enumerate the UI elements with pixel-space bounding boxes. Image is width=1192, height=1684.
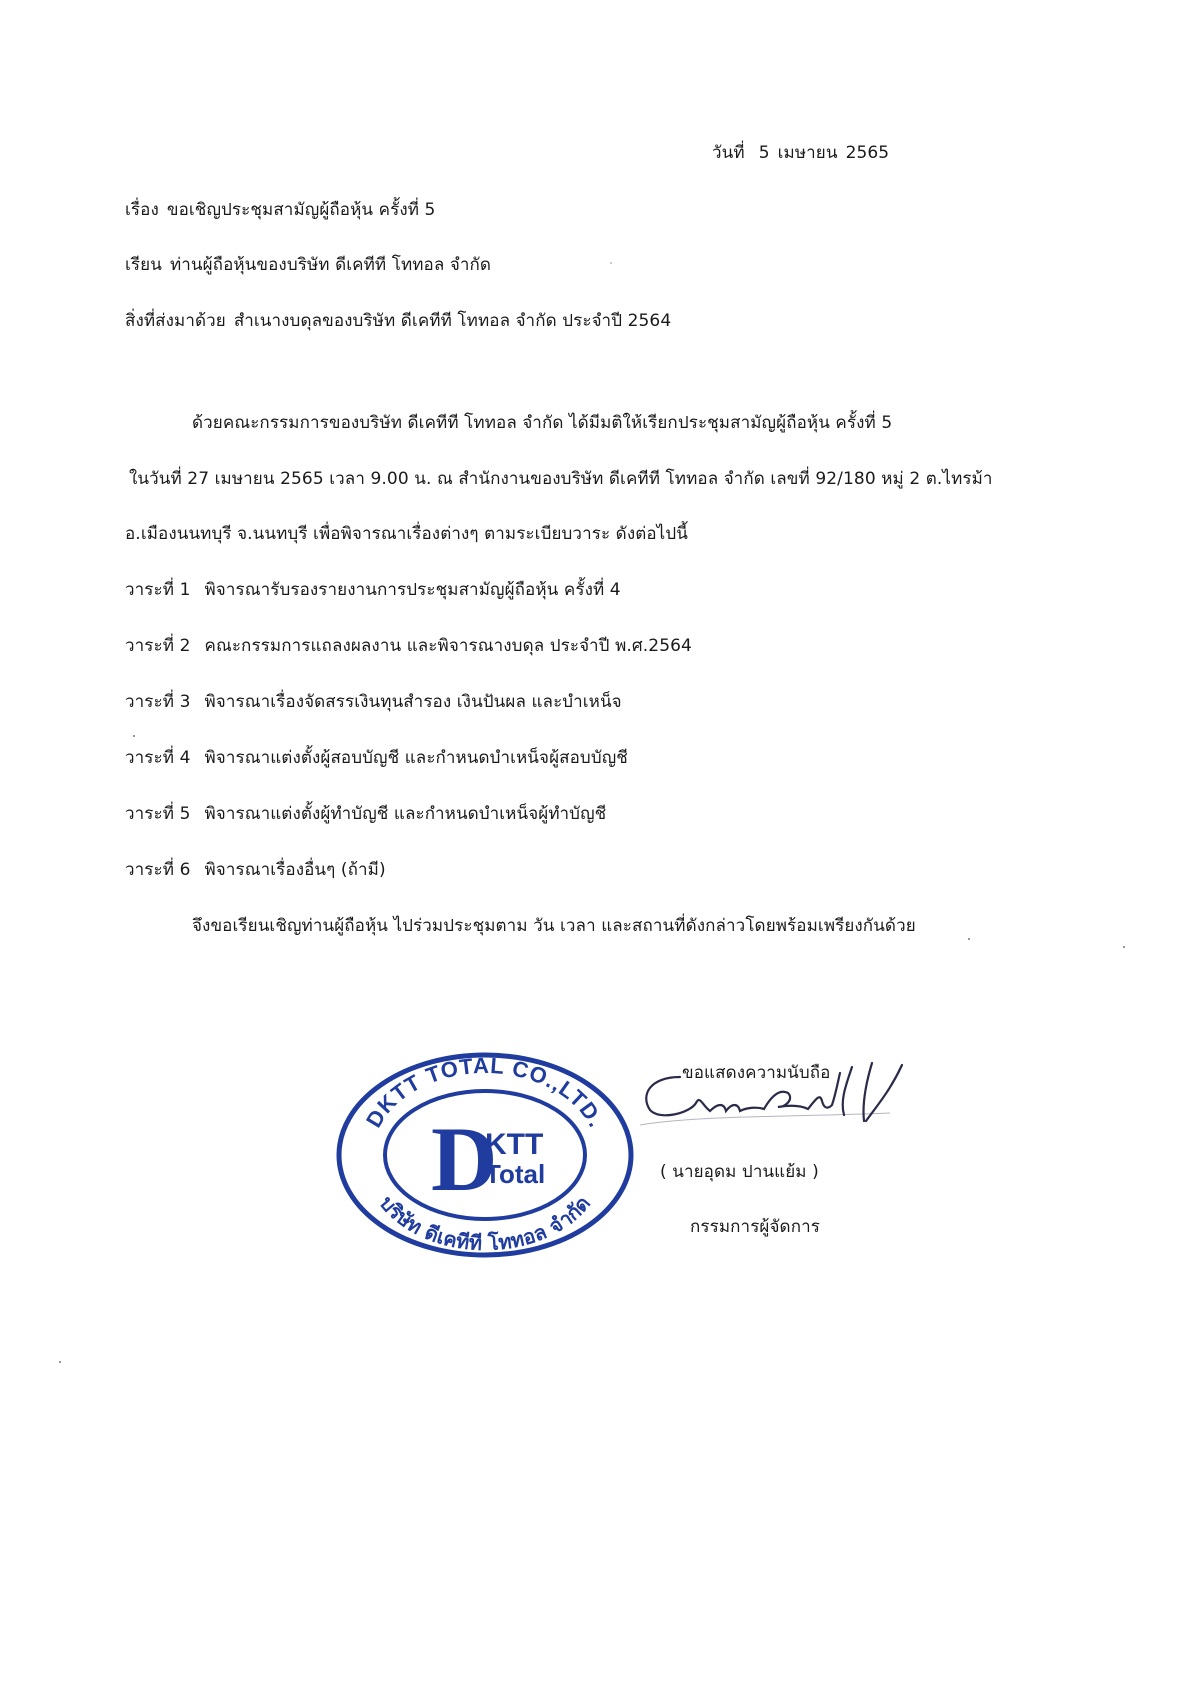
agenda-text: พิจารณารับรองรายงานการประชุมสามัญผู้ถือหุ้น ครั้งที่ 4: [204, 580, 621, 600]
company-seal: [335, 1050, 635, 1260]
scan-speck: [968, 938, 970, 940]
seal-logo-ktt: KTT: [485, 1128, 544, 1161]
agenda-text: พิจารณาเรื่องจัดสรรเงินทุนสำรอง เงินปันผล และบำเหน็จ: [204, 692, 622, 712]
agenda-label: วาระที่ 6: [125, 860, 191, 880]
agenda-item: [125, 802, 606, 826]
agenda-label: วาระที่ 3: [125, 692, 191, 712]
addressee-line: [125, 253, 491, 277]
scan-speck: [133, 735, 135, 737]
date-year: 2565: [845, 143, 890, 163]
addressee-label: เรียน: [125, 255, 162, 275]
date-label: วันที่: [712, 143, 745, 163]
subject-line: [125, 198, 435, 222]
subject-text: ขอเชิญประชุมสามัญผู้ถือหุ้น ครั้งที่ 5: [166, 200, 436, 220]
date-day: 5: [758, 143, 770, 163]
signatory-position: กรรมการผู้จัดการ: [690, 1217, 820, 1237]
agenda-item: [125, 578, 621, 602]
signature: [640, 1055, 940, 1140]
agenda-label: วาระที่ 2: [125, 636, 191, 656]
letter-date: [712, 141, 889, 165]
agenda-item: [125, 634, 692, 658]
agenda-label: วาระที่ 1: [125, 580, 191, 600]
agenda-item: [125, 858, 386, 882]
agenda-text: พิจารณาเรื่องอื่นๆ (ถ้ามี): [204, 860, 386, 880]
enclosure-label: สิ่งที่ส่งมาด้วย: [125, 311, 226, 331]
seal-top-text: DKTT TOTAL CO.,LTD.: [361, 1052, 610, 1132]
agenda-text: พิจารณาแต่งตั้งผู้สอบบัญชี และกำหนดบำเหน็จผู้สอบบัญชี: [204, 748, 628, 768]
signatory-name: ( นายอุดม ปานแย้ม ): [660, 1162, 819, 1182]
addressee-text: ท่านผู้ถือหุ้นของบริษัท ดีเคทีที โททอล จำกัด: [169, 255, 492, 275]
seal-bottom-text: บริษัท ดีเคทีที โททอล จำกัด: [374, 1191, 596, 1256]
scan-speck: [1123, 946, 1125, 948]
closing-line: จึงขอเรียนเชิญท่านผู้ถือหุ้น ไปร่วมประชุมตาม วัน เวลา และสถานที่ดังกล่าวโดยพร้อมเพรียงกันด้วย: [192, 916, 916, 936]
seal-logo-total: Total: [485, 1159, 546, 1189]
agenda-label: วาระที่ 5: [125, 804, 191, 824]
agenda-item: [125, 690, 622, 714]
seal-logo-d: D: [431, 1108, 498, 1210]
agenda-text: คณะกรรมการแถลงผลงาน และพิจารณางบดุล ประจำปี พ.ศ.2564: [204, 636, 692, 656]
subject-label: เรื่อง: [125, 200, 159, 220]
date-month: เมษายน: [777, 143, 838, 163]
enclosure-text: สำเนางบดุลของบริษัท ดีเคทีที โททอล จำกัด ประจำปี 2564: [233, 311, 672, 331]
scan-speck: [59, 1361, 61, 1363]
body-line-2: ในวันที่ 27 เมษายน 2565 เวลา 9.00 น. ณ สำนักงานของบริษัท ดีเคทีที โททอล จำกัด เลขที่ 92/180 หมู่ 2 ต.ไทรม้า: [129, 469, 993, 489]
regards-text: ขอแสดงความนับถือ: [682, 1063, 831, 1083]
agenda-text: พิจารณาแต่งตั้งผู้ทำบัญชี และกำหนดบำเหน็จผู้ทำบัญชี: [204, 804, 607, 824]
body-line-3: อ.เมืองนนทบุรี จ.นนทบุรี เพื่อพิจารณาเรื่องต่างๆ ตามระเบียบวาระ ดังต่อไปนี้: [125, 524, 688, 544]
body-line-1: ด้วยคณะกรรมการของบริษัท ดีเคทีที โททอล จำกัด ได้มีมติให้เรียกประชุมสามัญผู้ถือหุ้น ครั้งที่ 5: [192, 413, 893, 433]
enclosure-line: [125, 309, 671, 333]
scan-speck: [610, 262, 612, 264]
agenda-label: วาระที่ 4: [125, 748, 191, 768]
agenda-item: [125, 746, 628, 770]
